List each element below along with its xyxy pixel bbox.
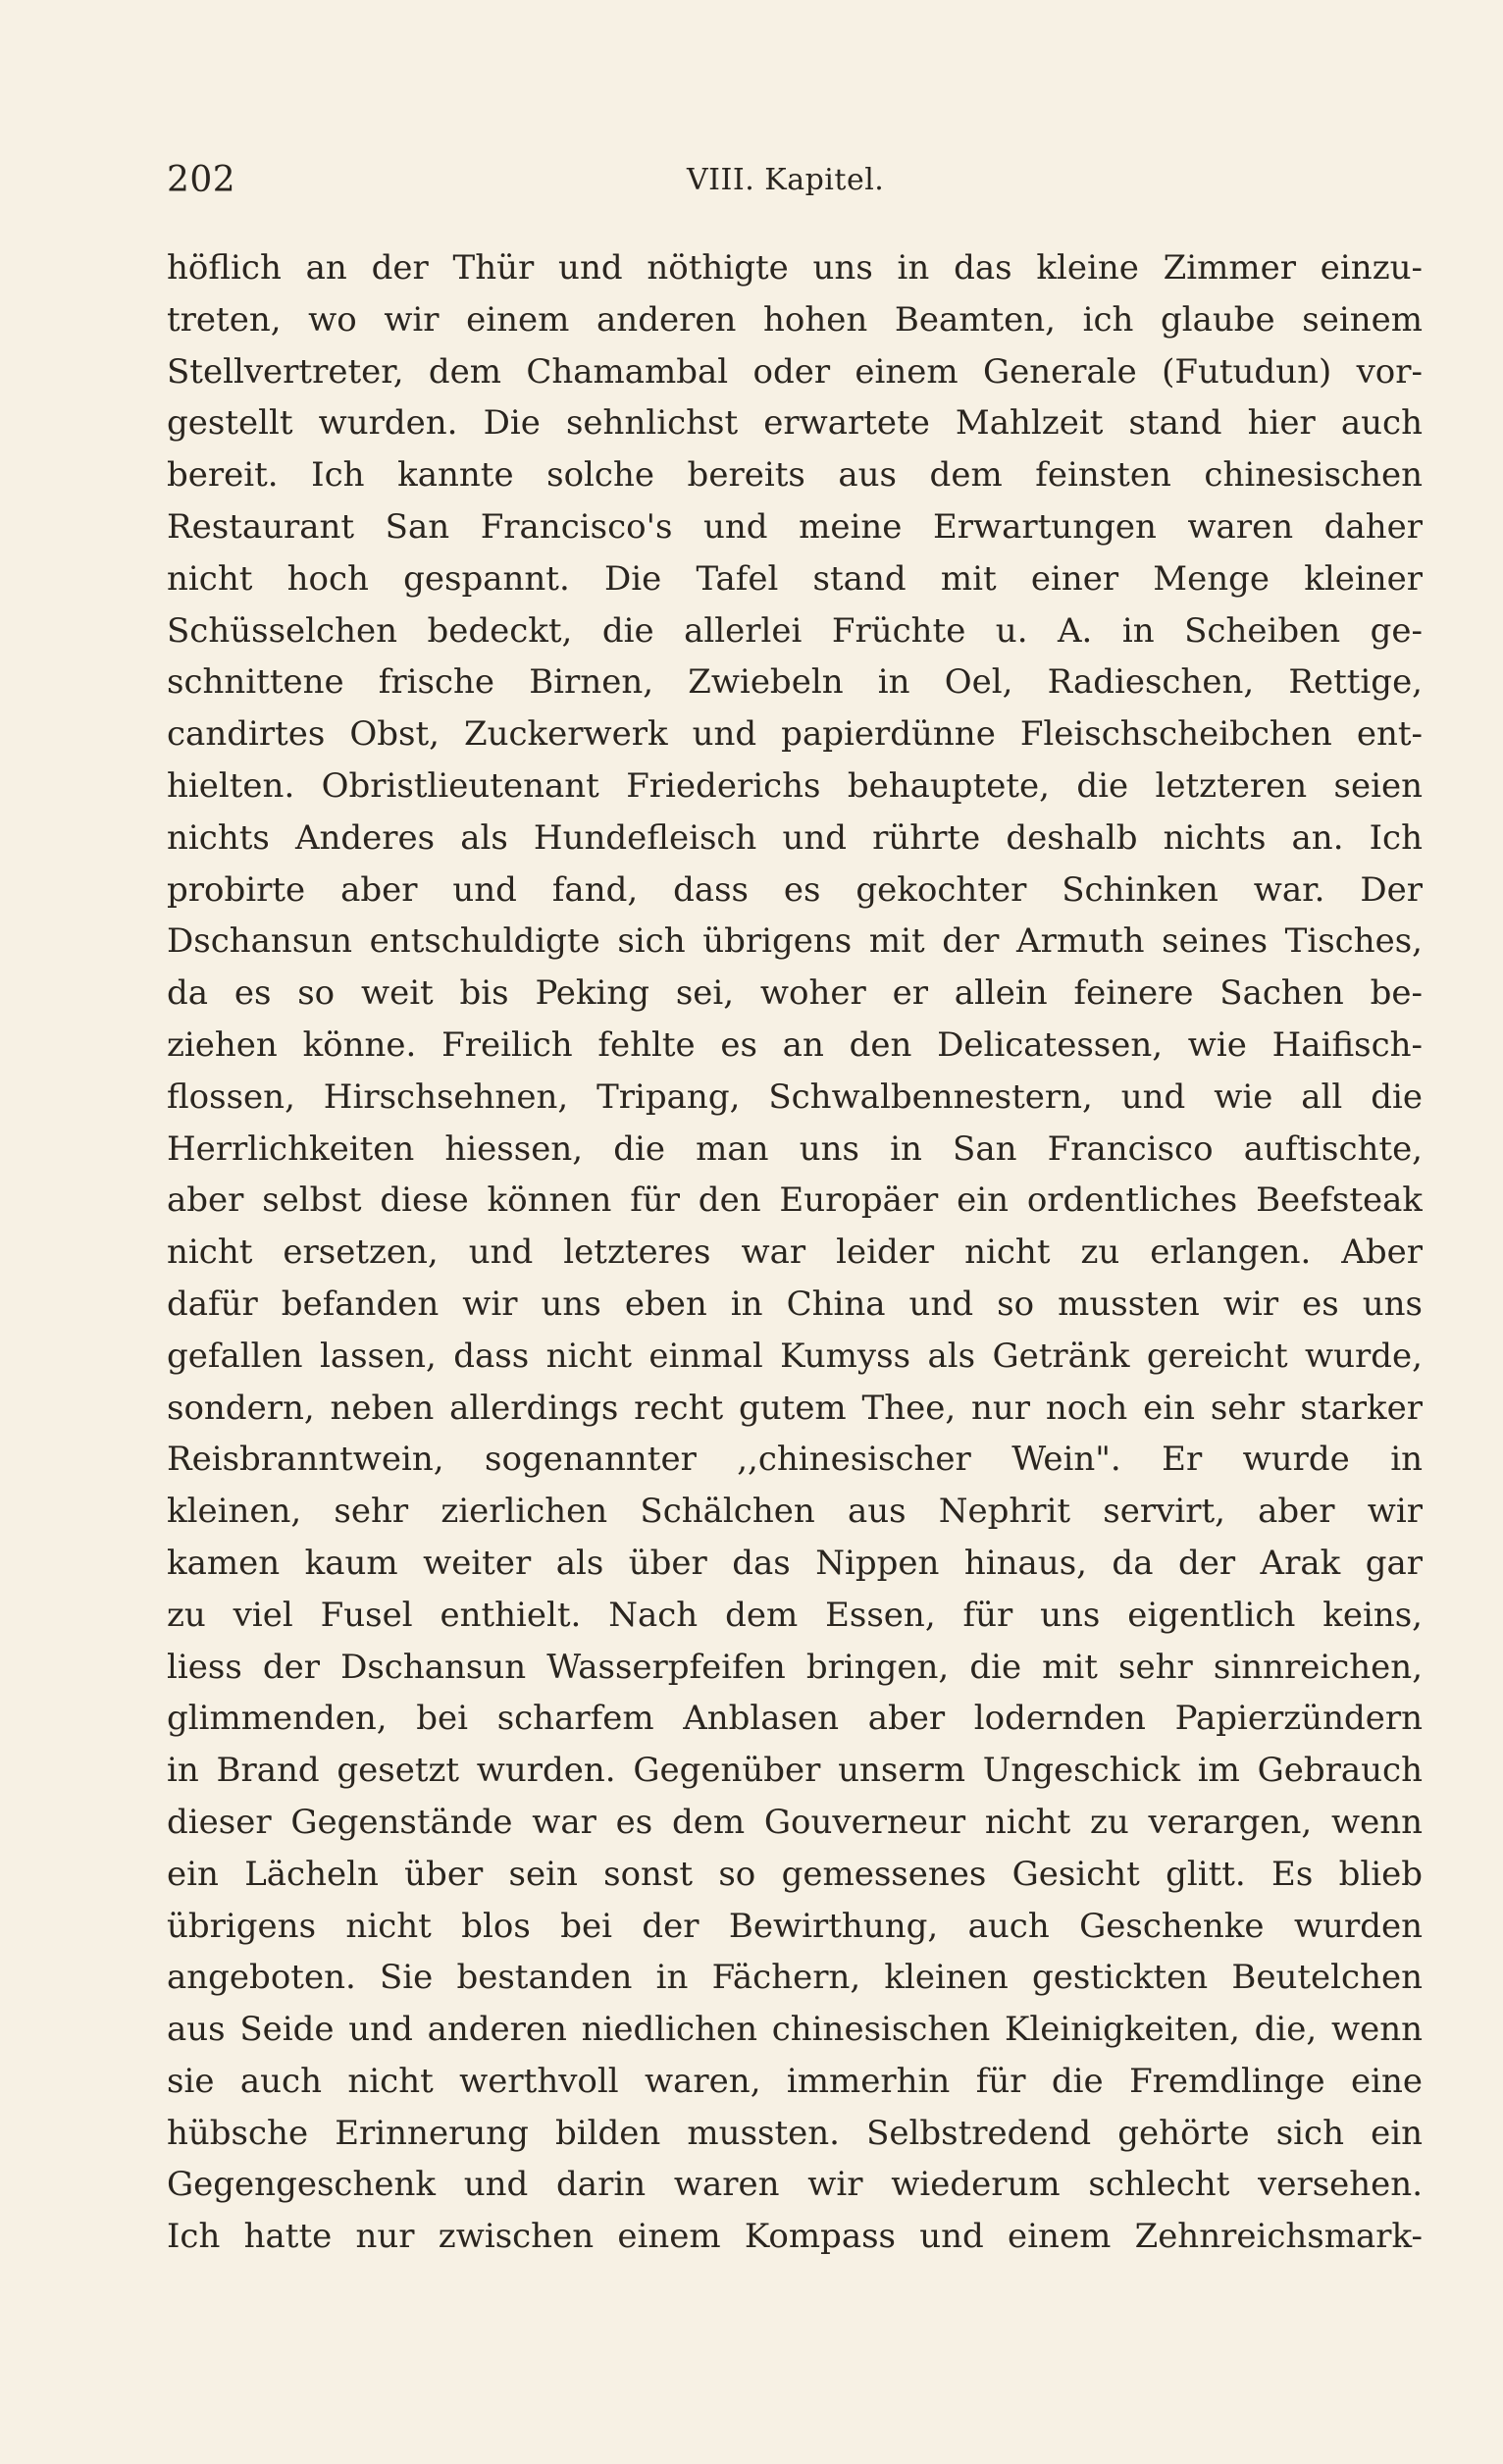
text-line: glimmenden, bei scharfem Anblasen aber lodernden Papierzündern — [167, 1699, 1423, 1739]
text-line: aus Seide und anderen niedlichen chinesischen Kleinigkeiten, die, wenn — [167, 2010, 1423, 2050]
text-line: hielten. Obristlieutenant Friederichs behauptete, die letzteren seien — [167, 765, 1423, 806]
text-line: candirtes Obst, Zuckerwerk und papierdünne Fleischscheibchen ent- — [167, 714, 1423, 755]
page-number: 202 — [167, 160, 236, 200]
running-head: VIII. Kapitel. — [687, 163, 885, 197]
text-line: nicht ersetzen, und letzteres war leider nicht zu erlangen. Aber — [167, 1232, 1423, 1273]
text-line: aber selbst diese können für den Europäer ein ordentliches Beefsteak — [167, 1180, 1423, 1221]
text-line: bereit. Ich kannte solche bereits aus dem feinsten chinesischen — [167, 455, 1423, 496]
page-header — [167, 157, 1423, 206]
text-line: treten, wo wir einem anderen hohen Beamten, ich glaube seinem — [167, 299, 1423, 340]
text-line: schnittene frische Birnen, Zwiebeln in Oel, Radieschen, Rettige, — [167, 662, 1423, 703]
text-line: gefallen lassen, dass nicht einmal Kumyss als Getränk gereicht wurde, — [167, 1336, 1423, 1376]
text-line: nicht hoch gespannt. Die Tafel stand mit einer Menge kleiner — [167, 558, 1423, 599]
text-line: Gegengeschenk und darin waren wir wiederum schlecht versehen. — [167, 2165, 1423, 2205]
text-line: angeboten. Sie bestanden in Fächern, kleinen gestickten Beutelchen — [167, 1958, 1423, 1998]
text-line: zu viel Fusel enthielt. Nach dem Essen, für uns eigentlich keins, — [167, 1595, 1423, 1635]
text-line: sondern, neben allerdings recht gutem Thee, nur noch ein sehr starker — [167, 1388, 1423, 1428]
text-line: flossen, Hirschsehnen, Tripang, Schwalbennestern, und wie all die — [167, 1076, 1423, 1117]
text-line: Ich hatte nur zwischen einem Kompass und einem Zehnreichsmark- — [167, 2217, 1423, 2257]
text-line: Restaurant San Francisco's und meine Erwartungen waren daher — [167, 506, 1423, 547]
text-line: liess der Dschansun Wasserpfeifen bringen, die mit sehr sinnreichen, — [167, 1647, 1423, 1687]
text-line: Reisbranntwein, sogenannter ,,chinesischer Wein". Er wurde in — [167, 1440, 1423, 1480]
text-line: dieser Gegenstände war es dem Gouverneur nicht zu verargen, wenn — [167, 1802, 1423, 1842]
text-line: kamen kaum weiter als über das Nippen hinaus, da der Arak gar — [167, 1543, 1423, 1583]
text-line: Dschansun entschuldigte sich übrigens mit der Armuth seines Tisches, — [167, 921, 1423, 962]
text-line: kleinen, sehr zierlichen Schälchen aus Nephrit servirt, aber wir — [167, 1492, 1423, 1532]
text-line: höflich an der Thür und nöthigte uns in das kleine Zimmer einzu- — [167, 248, 1423, 288]
text-line: hübsche Erinnerung bilden mussten. Selbstredend gehörte sich ein — [167, 2113, 1423, 2153]
text-line: sie auch nicht werthvoll waren, immerhin für die Fremdlinge eine — [167, 2061, 1423, 2101]
body-text — [167, 242, 1423, 2263]
text-line: Schüsselchen bedeckt, die allerlei Früchte u. A. in Scheiben ge- — [167, 610, 1423, 651]
text-line: Herrlichkeiten hiessen, die man uns in San Francisco auftischte, — [167, 1128, 1423, 1169]
text-line: probirte aber und fand, dass es gekochter Schinken war. Der — [167, 869, 1423, 910]
text-line: nichts Anderes als Hundefleisch und rührte deshalb nichts an. Ich — [167, 817, 1423, 858]
text-line: übrigens nicht blos bei der Bewirthung, auch Geschenke wurden — [167, 1906, 1423, 1946]
text-line: ziehen könne. Freilich fehlte es an den Delicatessen, wie Haifisch- — [167, 1024, 1423, 1065]
text-line: dafür befanden wir uns eben in China und so mussten wir es uns — [167, 1284, 1423, 1324]
text-line: Stellvertreter, dem Chamambal oder einem Generale (Futudun) vor- — [167, 351, 1423, 392]
text-line: ein Lächeln über sein sonst so gemessenes Gesicht glitt. Es blieb — [167, 1854, 1423, 1894]
text-line: gestellt wurden. Die sehnlichst erwartete Mahlzeit stand hier auch — [167, 403, 1423, 444]
text-line: da es so weit bis Peking sei, woher er allein feinere Sachen be- — [167, 973, 1423, 1014]
text-line: in Brand gesetzt wurden. Gegenüber unserm Ungeschick im Gebrauch — [167, 1751, 1423, 1791]
